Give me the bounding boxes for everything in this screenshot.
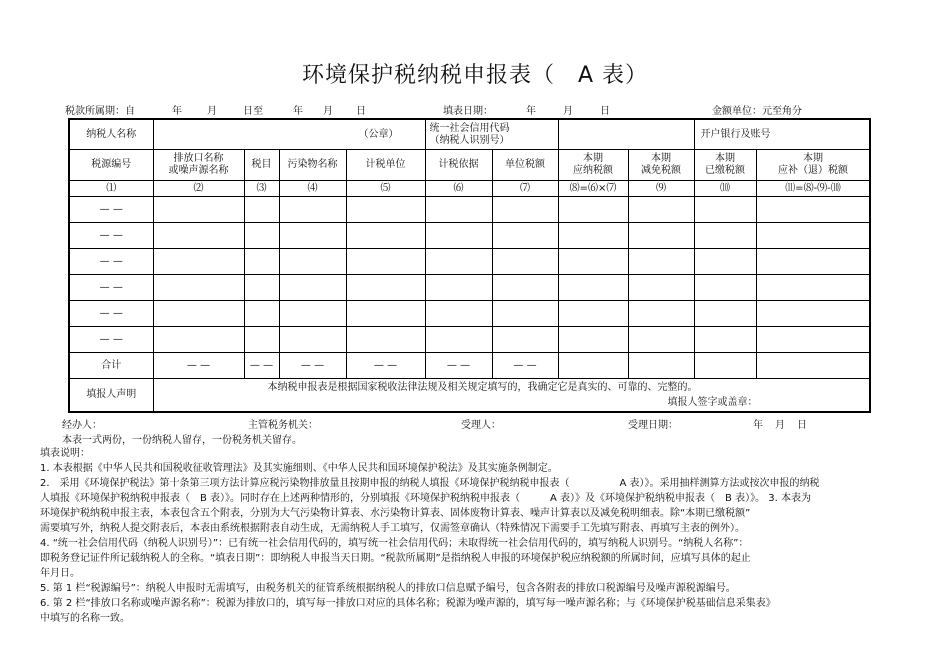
total-dash: — —: [492, 353, 558, 379]
header-tax-basis: 计税依据: [425, 150, 492, 181]
total-tax-payable[interactable]: [558, 353, 628, 379]
data-cell[interactable]: [558, 223, 628, 249]
header-row: [69, 150, 870, 181]
data-cell[interactable]: [279, 249, 346, 275]
credit-code-label: [425, 119, 558, 150]
data-cell[interactable]: [558, 197, 628, 223]
data-cell[interactable]: [694, 249, 756, 275]
data-cell[interactable]: [492, 197, 558, 223]
data-cell[interactable]: [153, 197, 244, 223]
total-tax-relief[interactable]: [628, 353, 694, 379]
tax-source-no-cell: — —: [69, 197, 153, 223]
table-row: [69, 301, 870, 327]
data-cell[interactable]: [153, 275, 244, 301]
total-tax-paid[interactable]: [694, 353, 756, 379]
data-cell[interactable]: [425, 301, 492, 327]
data-cell[interactable]: [628, 249, 694, 275]
tax-return-table: [68, 118, 871, 413]
receive-date-month: 月: [775, 420, 785, 431]
header-tax-source-no: 税源编号: [69, 150, 153, 181]
total-tax-due-refund[interactable]: [756, 353, 870, 379]
data-cell[interactable]: [279, 197, 346, 223]
data-cell[interactable]: [558, 249, 628, 275]
declaration-box[interactable]: [153, 379, 870, 412]
col-num: ⑷: [279, 181, 346, 197]
data-cell[interactable]: [492, 301, 558, 327]
data-cell[interactable]: [425, 197, 492, 223]
col-num: ⑽: [694, 181, 756, 197]
data-cell[interactable]: [756, 197, 870, 223]
data-cell[interactable]: [492, 223, 558, 249]
col-num: ⑻=⑹×⑺: [558, 181, 628, 197]
taxpayer-name-field[interactable]: [153, 119, 425, 150]
instruction-line: 环境保护税纳税申报主表，本表包含五个附表，分别为大气污染物计算表、水污染物计算表、固体废物计算表、噪声计算表以及减免税明细表。除“本期已缴税额”: [40, 508, 751, 519]
total-dash: — —: [346, 353, 425, 379]
data-cell[interactable]: [153, 249, 244, 275]
total-dash: — —: [425, 353, 492, 379]
data-cell[interactable]: [244, 223, 279, 249]
data-cell[interactable]: [244, 275, 279, 301]
credit-code-label-2: （纳税人识别号）: [429, 134, 510, 146]
receive-date-year: 年: [753, 420, 763, 431]
fill-date-label: 填表日期：: [443, 106, 493, 117]
header-tax-item: 税目: [244, 150, 279, 181]
header-pollutant: 污染物名称: [279, 150, 346, 181]
data-cell[interactable]: [694, 197, 756, 223]
form-title: 环境保护税纳税申报表（ A 表）: [301, 63, 649, 88]
col-num: ⑺: [492, 181, 558, 197]
data-cell[interactable]: [558, 327, 628, 353]
data-cell[interactable]: [628, 327, 694, 353]
total-dash: — —: [279, 353, 346, 379]
instruction-line: 5. 第 1 栏“税源编号”：纳税人申报时无需填写，由税务机关的征管系统根据纳税人的排放口信息赋予编号，包含各附表的排放口税源编号及噪声源税源编号。: [40, 583, 736, 594]
header-outlet-name: 排放口名称 或噪声源名称: [153, 150, 244, 181]
operator-label: 经办人：: [62, 420, 102, 431]
data-cell[interactable]: [492, 275, 558, 301]
data-cell[interactable]: [628, 301, 694, 327]
period-year-from: 年: [172, 106, 182, 117]
header-tax-unit: 计税单位: [346, 150, 425, 181]
data-cell[interactable]: [492, 249, 558, 275]
header-tax-paid: 本期 已缴税额: [694, 150, 756, 181]
instruction-line: 6. 第 2 栏“排放口名称或噪声源名称”：税源为排放口的，填写每一排放口对应的具体名称；税源为噪声源的，填写每一噪声源名称；与《环境保护税基础信息采集表》: [40, 598, 776, 609]
period-label: 税款所属期：自: [65, 106, 135, 117]
instruction-line: 4. “统一社会信用代码（纳税人识别号）”：已有统一社会信用代码的，填写统一社会信用代码；未取得统一社会信用代码的，填写纳税人识别号。“纳税人名称”：: [40, 538, 749, 549]
col-num: ⑶: [244, 181, 279, 197]
total-dash: — —: [153, 353, 244, 379]
declaration-text: 本纳税申报表是根据国家税收法律法规及相关规定填写的，我确定它是真实的、可靠的、完整的。: [267, 382, 698, 393]
data-cell[interactable]: [346, 197, 425, 223]
data-cell[interactable]: [694, 275, 756, 301]
instructions-heading: 填表说明：: [40, 448, 90, 459]
data-cell[interactable]: [346, 249, 425, 275]
data-cell[interactable]: [153, 223, 244, 249]
col-num: ⑸: [346, 181, 425, 197]
period-day-from: 日至: [243, 106, 263, 117]
data-cell[interactable]: [694, 223, 756, 249]
table-row: [69, 223, 870, 249]
credit-code-field[interactable]: [558, 119, 694, 150]
data-cell[interactable]: [756, 249, 870, 275]
data-cell[interactable]: [244, 197, 279, 223]
data-cell[interactable]: [346, 275, 425, 301]
period-year-to: 年: [293, 106, 303, 117]
total-label: 合计: [69, 353, 153, 379]
data-cell[interactable]: [628, 275, 694, 301]
tax-source-no-cell: — —: [69, 275, 153, 301]
tax-source-no-cell: — —: [69, 223, 153, 249]
receive-date-label: 受理日期：: [628, 420, 678, 431]
table-row: [69, 275, 870, 301]
credit-code-label-1: 统一社会信用代码: [429, 122, 510, 134]
data-cell[interactable]: [628, 223, 694, 249]
data-cell[interactable]: [244, 249, 279, 275]
tax-source-no-cell: — —: [69, 301, 153, 327]
data-cell[interactable]: [153, 301, 244, 327]
data-cell[interactable]: [346, 301, 425, 327]
header-tax-due-refund: 本期 应补（退）税额: [756, 150, 870, 181]
copies-note: 本表一式两份，一份纳税人留存，一份税务机关留存。: [62, 435, 302, 446]
instruction-line: 人填报《环境保护税纳税申报表（ B 表）》。同时存在上述两种情形的，分别填报《环境保护税纳税申报表（ A 表）》及《环境保护税纳税申报表（ B 表）》。 3. 本表为: [40, 493, 811, 504]
data-cell[interactable]: [346, 327, 425, 353]
table-row: [69, 327, 870, 353]
data-cell[interactable]: [558, 275, 628, 301]
data-cell[interactable]: [279, 223, 346, 249]
data-cell[interactable]: [279, 275, 346, 301]
instruction-line: 2. 采用《环境保护税法》第十条第三项方法计算应税污染物排放量且按期申报的纳税人填报《环境保护税纳税申报表（ A 表）》。采用抽样测算方法或按次申报的纳税: [40, 478, 820, 489]
declaration-label: 填报人声明: [69, 379, 153, 412]
column-number-row: [69, 181, 870, 197]
data-cell[interactable]: [558, 301, 628, 327]
declaration-row: [69, 379, 870, 412]
col-num: ⑹: [425, 181, 492, 197]
col-num: ⑴: [69, 181, 153, 197]
data-cell[interactable]: [756, 223, 870, 249]
instruction-line: 年月日。: [40, 568, 80, 579]
data-cell[interactable]: [244, 301, 279, 327]
receiver-label: 受理人：: [461, 420, 501, 431]
data-cell[interactable]: [346, 223, 425, 249]
receive-date-day: 日: [797, 420, 807, 431]
bank-account-label: 开户银行及账号: [694, 119, 870, 150]
table-row: [69, 249, 870, 275]
data-cell[interactable]: [425, 249, 492, 275]
data-cell[interactable]: [694, 327, 756, 353]
total-dash: — —: [244, 353, 279, 379]
fill-date-day: 日: [600, 106, 610, 117]
col-num: ⑵: [153, 181, 244, 197]
tax-source-no-cell: — —: [69, 249, 153, 275]
data-cell[interactable]: [279, 327, 346, 353]
header-tax-payable: 本期 应纳税额: [558, 150, 628, 181]
data-cell[interactable]: [694, 301, 756, 327]
period-day-to: 日: [356, 106, 366, 117]
header-unit-tax: 单位税额: [492, 150, 558, 181]
fill-date-month: 月: [563, 106, 573, 117]
data-cell[interactable]: [425, 275, 492, 301]
data-cell[interactable]: [756, 327, 870, 353]
data-cell[interactable]: [244, 327, 279, 353]
period-month-to: 月: [323, 106, 333, 117]
period-month-from: 月: [207, 106, 217, 117]
data-cell[interactable]: [756, 275, 870, 301]
data-cell[interactable]: [628, 197, 694, 223]
signature-label: 填报人签字或盖章：: [667, 397, 758, 408]
amount-unit: 金额单位：元至角分: [712, 106, 802, 117]
data-cell[interactable]: [492, 327, 558, 353]
data-cell[interactable]: [279, 301, 346, 327]
total-row: [69, 353, 870, 379]
col-num: ⑾=⑻-⑼-⑽: [756, 181, 870, 197]
instruction-line: 需要填写外，纳税人提交附表后，本表由系统根据附表自动生成，无需纳税人手工填写，仅需签章确认（特殊情况下需要手工先填写附表、再填写主表的例外）。: [40, 523, 745, 534]
instruction-line: 中填写的名称一致。: [40, 613, 130, 624]
col-num: ⑼: [628, 181, 694, 197]
instruction-line: 1. 本表根据《中华人民共和国税收征收管理法》及其实施细则、《中华人民共和国环境保护税法》及其实施条例制定。: [40, 463, 558, 474]
seal-label: （公章）: [358, 128, 399, 140]
taxpayer-name-label: 纳税人名称: [69, 119, 153, 150]
instruction-line: 即税务登记证件所记载纳税人的全称。“填表日期”：即纳税人申报当天日期。“税款所属期”是指纳税人申报的环境保护税应纳税额的所属时间，应填写具体的起止: [40, 553, 751, 564]
data-cell[interactable]: [756, 301, 870, 327]
tax-source-no-cell: — —: [69, 327, 153, 353]
header-tax-relief: 本期 减免税额: [628, 150, 694, 181]
data-cell[interactable]: [153, 327, 244, 353]
table-row: [69, 197, 870, 223]
data-cell[interactable]: [425, 327, 492, 353]
data-cell[interactable]: [425, 223, 492, 249]
tax-authority-label: 主管税务机关：: [248, 420, 318, 431]
fill-date-year: 年: [526, 106, 536, 117]
